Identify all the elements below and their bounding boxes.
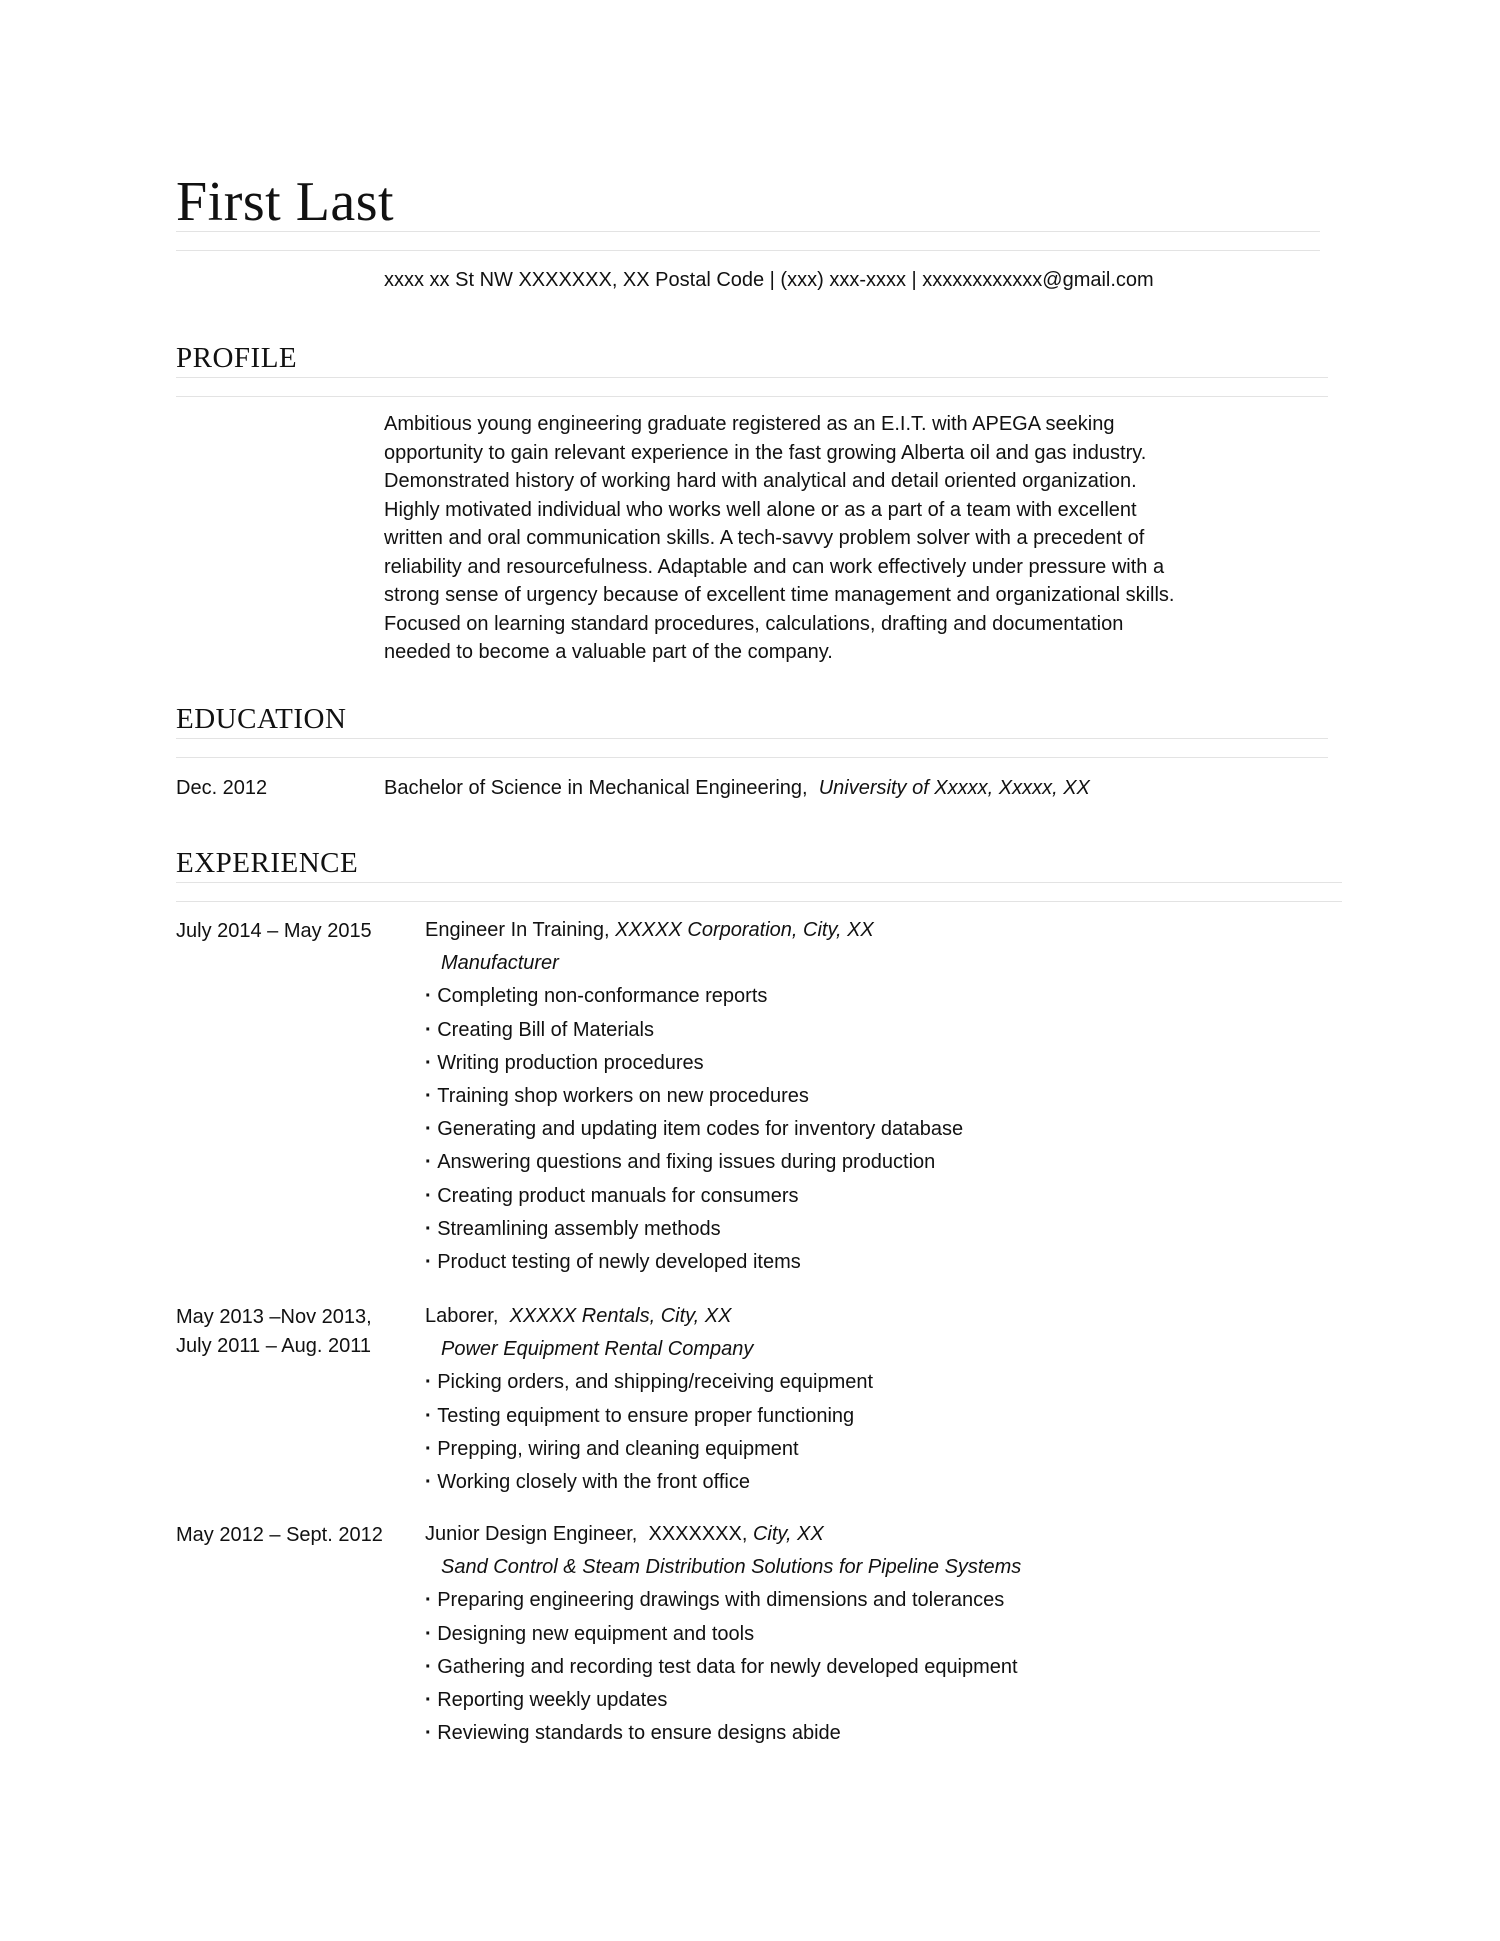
job-bullet: · Creating Bill of Materials: [425, 1014, 963, 1047]
profile-line: strong sense of urgency because of excellent time management and organizational skills.: [384, 584, 1175, 606]
job-date-line: May 2012 – Sept. 2012: [176, 1524, 383, 1546]
profile-line: written and oral communication skills. A tech-savvy problem solver with a precedent of: [384, 527, 1145, 549]
experience-heading: EXPERIENCE: [176, 847, 359, 879]
job-role: Junior Design Engineer,: [425, 1523, 638, 1545]
header-rule-bottom: [176, 250, 1320, 251]
job-bullet: · Writing production procedures: [425, 1047, 963, 1080]
education-entry: [384, 774, 1090, 802]
education-date: Dec. 2012: [176, 777, 268, 799]
job-bullet: · Training shop workers on new procedures: [425, 1080, 963, 1113]
education-rule-bottom: [176, 757, 1328, 758]
job-bullet: · Picking orders, and shipping/receiving equipment: [425, 1366, 873, 1399]
profile-line: Highly motivated individual who works well alone or as a part of a team with excellent: [384, 498, 1137, 521]
job-bullet: · Reviewing standards to ensure designs abide: [425, 1717, 1021, 1750]
job-bullet: · Completing non-conformance reports: [425, 980, 963, 1013]
school: University of Xxxxx, Xxxxx, XX: [818, 777, 1090, 799]
job-bullet: · Generating and updating item codes for inventory database: [425, 1113, 963, 1146]
education-heading: EDUCATION: [176, 703, 347, 735]
job-sector: Manufacturer: [441, 952, 559, 975]
job-bullet: · Product testing of newly developed items: [425, 1246, 963, 1279]
job-dates: [176, 917, 372, 946]
profile-line: reliability and resourcefulness. Adaptable and can work effectively under pressure with a: [384, 555, 1165, 578]
job-date-line: July 2011 – Aug. 2011: [176, 1334, 371, 1357]
job-role: Engineer In Training,: [425, 919, 610, 941]
profile-line: needed to become a valuable part of the company.: [384, 641, 833, 663]
job-bullet: · Preparing engineering drawings with dimensions and tolerances: [425, 1584, 1021, 1617]
profile-line: Ambitious young engineering graduate registered as an E.I.T. with APEGA seeking: [384, 413, 1115, 435]
profile-line: Focused on learning standard procedures, calculations, drafting and documentation: [384, 612, 1124, 635]
job-entry: [425, 1518, 1021, 1750]
job-dates: [176, 1521, 383, 1550]
degree: Bachelor of Science in Mechanical Engineering,: [384, 777, 808, 799]
job-bullet: · Designing new equipment and tools: [425, 1618, 1021, 1651]
job-bullet: · Answering questions and fixing issues during production: [425, 1146, 963, 1179]
job-company-name: XXXXXXX,: [648, 1523, 748, 1545]
profile-rule-bottom: [176, 396, 1328, 397]
profile-rule-top: [176, 377, 1328, 378]
job-title-line: [425, 1518, 1021, 1551]
profile-line: opportunity to gain relevant experience in the fast growing Alberta oil and gas industry.: [384, 441, 1147, 464]
profile-heading: PROFILE: [176, 342, 298, 374]
header-rule-top: [176, 231, 1320, 232]
job-company: XXXXX Rentals, City, XX: [509, 1305, 732, 1327]
profile-line: Demonstrated history of working hard with analytical and detail oriented organization.: [384, 470, 1137, 492]
job-company: XXXXX Corporation, City, XX: [615, 919, 874, 941]
job-bullet: · Reporting weekly updates: [425, 1684, 1021, 1717]
experience-rule-bottom: [176, 901, 1342, 902]
job-date-line: May 2013 –Nov 2013,: [176, 1306, 372, 1328]
job-company: City, XX: [752, 1523, 824, 1545]
job-bullet: · Working closely with the front office: [425, 1466, 873, 1499]
job-role: Laborer,: [425, 1305, 499, 1327]
job-bullet: · Streamlining assembly methods: [425, 1213, 963, 1246]
job-entry: [425, 914, 963, 1279]
job-bullet: · Testing equipment to ensure proper functioning: [425, 1400, 873, 1433]
contact-info: xxxx xx St NW XXXXXXX, XX Postal Code | (xxx) xxx-xxxx | xxxxxxxxxxxx@gmail.com: [384, 269, 1154, 291]
job-bullet: · Creating product manuals for consumers: [425, 1180, 963, 1213]
job-bullet: · Gathering and recording test data for newly developed equipment: [425, 1651, 1021, 1684]
job-bullet: · Prepping, wiring and cleaning equipment: [425, 1433, 873, 1466]
job-title-line: [425, 1300, 873, 1333]
job-entry: [425, 1300, 873, 1499]
education-rule-top: [176, 738, 1328, 739]
candidate-name: First Last: [176, 171, 395, 233]
job-date-line: July 2014 – May 2015: [176, 920, 372, 942]
profile-summary: [384, 410, 1244, 667]
job-sector: Power Equipment Rental Company: [441, 1338, 754, 1361]
job-sector: Sand Control & Steam Distribution Solutions for Pipeline Systems: [441, 1556, 1022, 1579]
job-dates: [176, 1303, 372, 1360]
experience-rule-top: [176, 882, 1342, 883]
job-title-line: [425, 914, 963, 947]
